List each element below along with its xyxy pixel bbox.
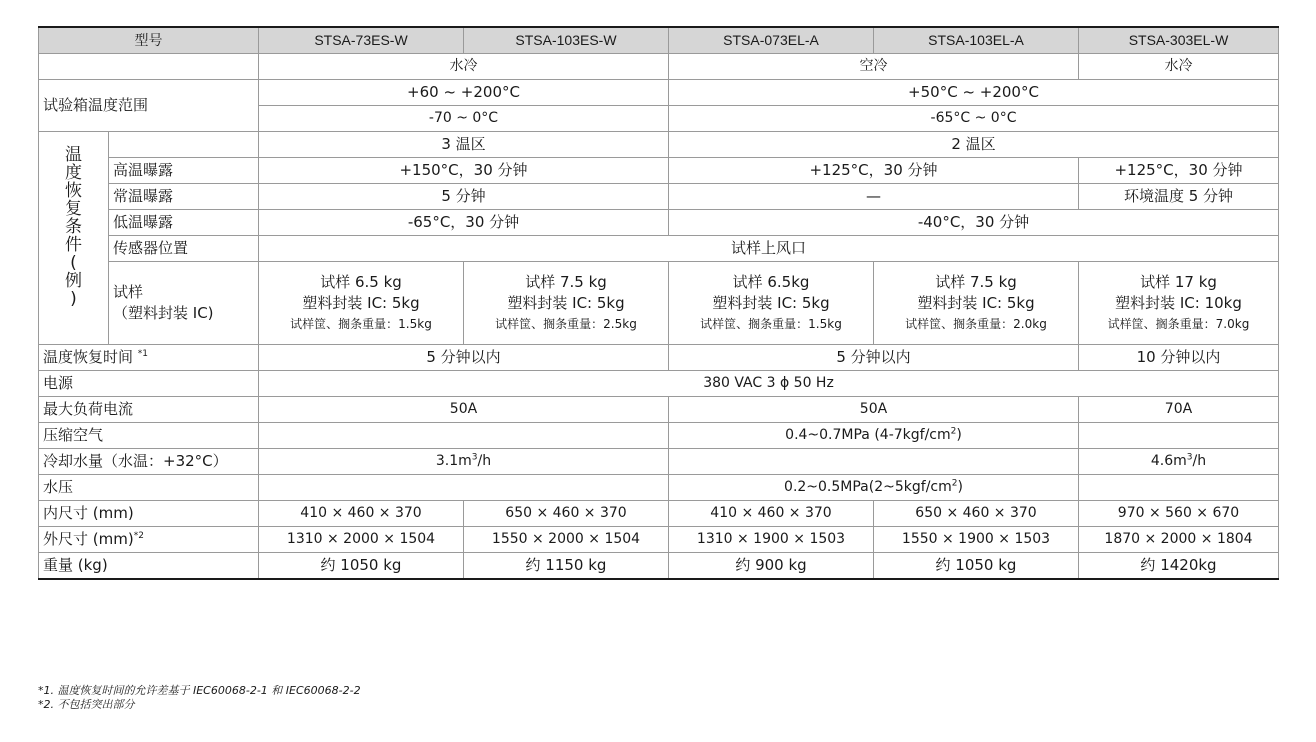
footnote-mark: *1: [137, 349, 149, 360]
sensor-row: [39, 236, 1279, 262]
normal-exposure-value: —: [669, 184, 1079, 210]
cooling-label-empty: [39, 54, 259, 80]
weight-value: 约 900 kg: [669, 553, 874, 580]
outer-size-label: [39, 527, 259, 553]
vertical-char: (: [70, 253, 77, 273]
water-pressure-value: [669, 475, 1079, 501]
outer-size-value: 1550 × 1900 × 1503: [874, 527, 1079, 553]
recovery-time-label-text: 温度恢复时间: [43, 348, 134, 367]
recovery-time-row: [39, 345, 1279, 371]
weight-value: 约 1050 kg: [874, 553, 1079, 580]
power-row: [39, 371, 1279, 397]
sample-weight: 试样 6.5kg: [732, 272, 810, 291]
temp-range-low: -65°C ~ 0°C: [669, 106, 1279, 132]
inner-size-value: 410 × 460 × 370: [259, 501, 464, 527]
inner-size-label: 内尺寸 (mm): [39, 501, 259, 527]
vertical-char: 条: [65, 217, 82, 237]
temp-range-high: +50°C ~ +200°C: [669, 80, 1279, 106]
outer-size-row: [39, 527, 1279, 553]
sample-weight: 试样 17 kg: [1140, 272, 1217, 291]
high-exposure-value: +150°C，30 分钟: [259, 158, 669, 184]
max-current-value: 50A: [669, 397, 1079, 423]
sample-row: [39, 262, 1279, 345]
compressed-air-row: [39, 423, 1279, 449]
temp-range-low: -70 ~ 0°C: [259, 106, 669, 132]
temp-range-label: 试验箱温度范围: [39, 80, 259, 132]
spec-table: [38, 26, 1279, 580]
compressed-air-text: 0.4~0.7MPa (4-7kgf/cm: [785, 426, 951, 443]
sample-weight: 试样 7.5 kg: [935, 272, 1017, 291]
cooling-type: 水冷: [1079, 54, 1279, 80]
superscript: 2: [951, 478, 958, 489]
sample-basket: 试样筐、搁条重量：1.5kg: [700, 316, 842, 331]
sample-label-line: 试样: [113, 283, 144, 301]
vertical-char: 恢: [65, 181, 82, 201]
recovery-time-value: 5 分钟以内: [259, 345, 669, 371]
cooling-row: [39, 54, 1279, 80]
model-name: STSA-103ES-W: [464, 27, 669, 54]
sample-ic: 塑料封装 IC: 5kg: [917, 293, 1035, 312]
compressed-air-label: 压缩空气: [39, 423, 259, 449]
sample-weight: 试样 6.5 kg: [320, 272, 402, 291]
vertical-char: 复: [65, 199, 82, 219]
model-name: STSA-73ES-W: [259, 27, 464, 54]
max-current-label: 最大负荷电流: [39, 397, 259, 423]
zones-value: 3 温区: [259, 132, 669, 158]
superscript: 3: [1186, 452, 1193, 463]
power-value: 380 VAC 3 ϕ 50 Hz: [259, 371, 1279, 397]
cooling-water-row: [39, 449, 1279, 475]
max-current-value: 50A: [259, 397, 669, 423]
superscript: 3: [471, 452, 478, 463]
normal-exposure-value: 环境温度 5 分钟: [1079, 184, 1279, 210]
sample-basket: 试样筐、搁条重量：1.5kg: [290, 316, 432, 331]
normal-exposure-value: 5 分钟: [259, 184, 669, 210]
water-pressure-label: 水压: [39, 475, 259, 501]
high-exposure-row: [39, 158, 1279, 184]
power-label: 电源: [39, 371, 259, 397]
header-row: [39, 27, 1279, 54]
sample-ic: 塑料封装 IC: 5kg: [712, 293, 830, 312]
sample-label: [109, 262, 259, 345]
vertical-char: ): [70, 289, 77, 309]
cooling-water-text: 3.1m: [435, 452, 472, 469]
footnote-mark: *2: [133, 531, 144, 542]
low-exposure-value: -65°C，30 分钟: [259, 210, 669, 236]
model-name: STSA-303EL-W: [1079, 27, 1279, 54]
recovery-group-label: [39, 132, 109, 345]
inner-size-value: 650 × 460 × 370: [874, 501, 1079, 527]
model-name: STSA-073EL-A: [669, 27, 874, 54]
cooling-type: 水冷: [259, 54, 669, 80]
inner-size-value: 410 × 460 × 370: [669, 501, 874, 527]
weight-label: 重量 (kg): [39, 553, 259, 580]
compressed-air-value: [669, 423, 1079, 449]
outer-size-value: 1550 × 2000 × 1504: [464, 527, 669, 553]
zones-label-empty: [109, 132, 259, 158]
sample-ic: 塑料封装 IC: 5kg: [302, 293, 420, 312]
sample-basket: 试样筐、搁条重量：2.0kg: [905, 316, 1047, 331]
vertical-char: 例: [65, 271, 82, 291]
normal-exposure-label: 常温曝露: [109, 184, 259, 210]
high-exposure-label: 高温曝露: [109, 158, 259, 184]
cooling-water-text: 4.6m: [1150, 452, 1187, 469]
high-exposure-value: +125°C，30 分钟: [1079, 158, 1279, 184]
outer-size-label-text: 外尺寸 (mm): [43, 530, 134, 549]
cooling-type: 空冷: [669, 54, 1079, 80]
model-label: 型号: [39, 27, 259, 54]
recovery-time-value: 5 分钟以内: [669, 345, 1079, 371]
cooling-water-value: [259, 449, 669, 475]
sample-weight: 试样 7.5 kg: [525, 272, 607, 291]
compressed-air-tail: ): [956, 426, 962, 443]
low-exposure-label: 低温曝露: [109, 210, 259, 236]
inner-size-row: [39, 501, 1279, 527]
sensor-label: 传感器位置: [109, 236, 259, 262]
zones-row: [39, 132, 1279, 158]
sample-label-line: （塑料封装 IC): [113, 304, 214, 322]
outer-size-value: 1870 × 2000 × 1804: [1079, 527, 1279, 553]
sensor-value: 试样上风口: [259, 236, 1279, 262]
sample-cell: [464, 262, 669, 345]
weight-value: 约 1050 kg: [259, 553, 464, 580]
cooling-water-empty: [669, 449, 1079, 475]
water-pressure-empty: [259, 475, 669, 501]
recovery-time-label: [39, 345, 259, 371]
sample-ic: 塑料封装 IC: 10kg: [1115, 293, 1242, 312]
water-pressure-tail: ): [957, 478, 963, 495]
cooling-water-value: [1079, 449, 1279, 475]
cooling-water-label: 冷却水量（水温：+32°C）: [39, 449, 259, 475]
footnotes: [38, 684, 361, 712]
footnote-1: *1. 温度恢复时间的允许差基于 IEC60068-2-1 和 IEC60068-2-2: [38, 684, 361, 697]
high-exposure-value: +125°C，30 分钟: [669, 158, 1079, 184]
low-exposure-row: [39, 210, 1279, 236]
weight-value: 约 1150 kg: [464, 553, 669, 580]
sample-ic: 塑料封装 IC: 5kg: [507, 293, 625, 312]
temp-range-high-row: [39, 80, 1279, 106]
footnote-2: *2. 不包括突出部分: [38, 698, 135, 711]
compressed-air-empty: [1079, 423, 1279, 449]
cooling-water-unit: /h: [477, 452, 492, 469]
normal-exposure-row: [39, 184, 1279, 210]
inner-size-value: 970 × 560 × 670: [1079, 501, 1279, 527]
outer-size-value: 1310 × 1900 × 1503: [669, 527, 874, 553]
max-current-value: 70A: [1079, 397, 1279, 423]
sample-cell: [259, 262, 464, 345]
recovery-time-value: 10 分钟以内: [1079, 345, 1279, 371]
cooling-water-unit: /h: [1192, 452, 1207, 469]
weight-value: 约 1420kg: [1079, 553, 1279, 580]
sample-cell: [669, 262, 874, 345]
model-name: STSA-103EL-A: [874, 27, 1079, 54]
sample-basket: 试样筐、搁条重量：2.5kg: [495, 316, 637, 331]
water-pressure-row: [39, 475, 1279, 501]
compressed-air-empty: [259, 423, 669, 449]
sample-cell: [874, 262, 1079, 345]
outer-size-value: 1310 × 2000 × 1504: [259, 527, 464, 553]
water-pressure-empty: [1079, 475, 1279, 501]
low-exposure-value: -40°C，30 分钟: [669, 210, 1279, 236]
sample-cell: [1079, 262, 1279, 345]
superscript: 2: [950, 426, 957, 437]
vertical-char: 温: [65, 145, 82, 165]
zones-value: 2 温区: [669, 132, 1279, 158]
inner-size-value: 650 × 460 × 370: [464, 501, 669, 527]
vertical-char: 件: [65, 235, 82, 255]
sample-basket: 试样筐、搁条重量：7.0kg: [1107, 316, 1250, 331]
max-current-row: [39, 397, 1279, 423]
temp-range-high: +60 ~ +200°C: [259, 80, 669, 106]
vertical-char: 度: [65, 163, 82, 183]
water-pressure-text: 0.2~0.5MPa(2~5kgf/cm: [784, 478, 952, 495]
weight-row: [39, 553, 1279, 580]
